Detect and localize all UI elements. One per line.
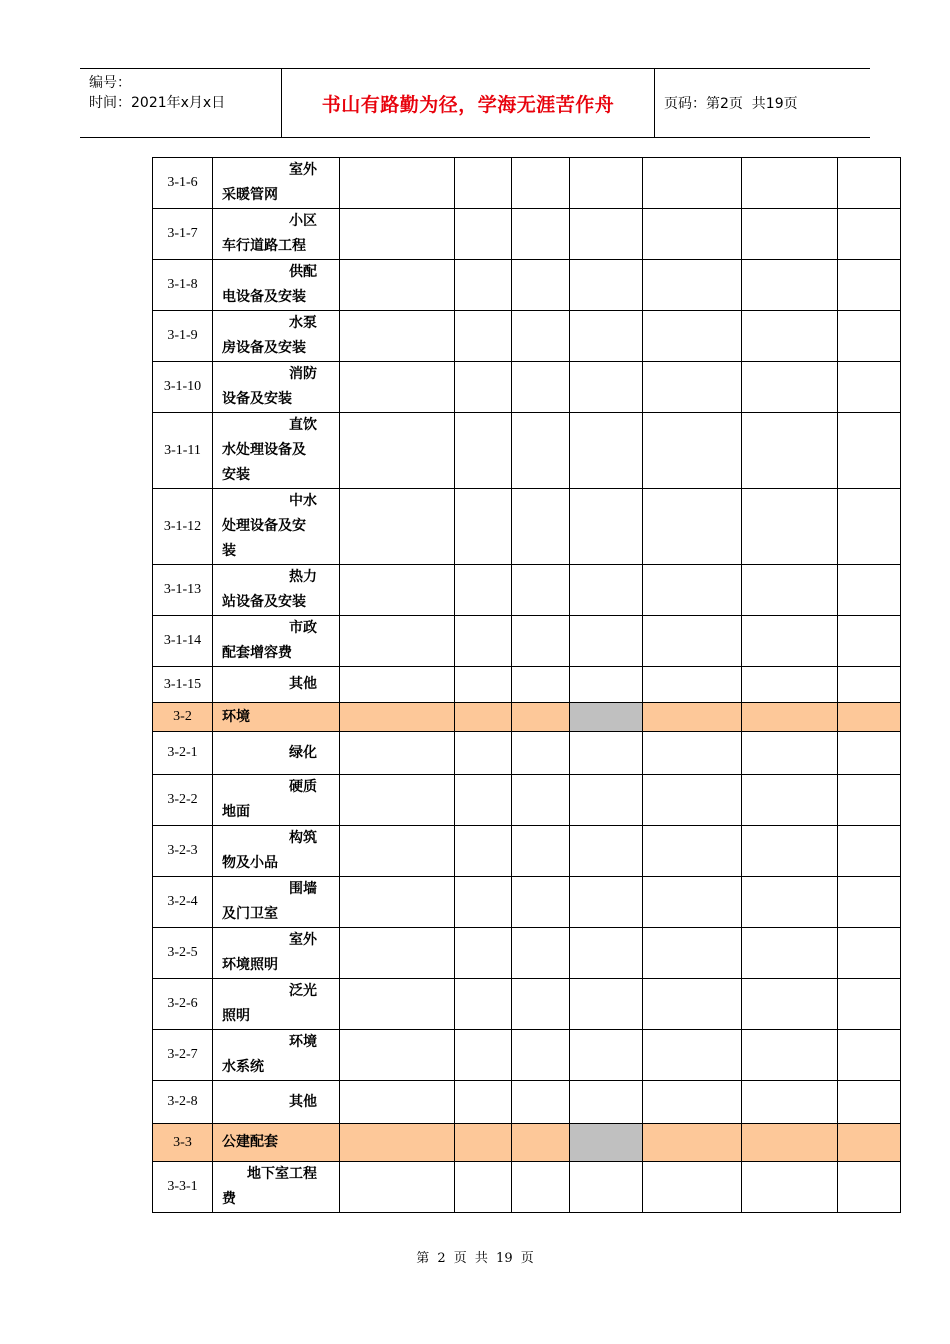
value-cell	[455, 775, 512, 826]
item-name	[213, 1030, 340, 1081]
value-cell	[838, 616, 901, 667]
item-code: 3-1-7	[153, 209, 213, 260]
table-row	[153, 667, 901, 703]
value-cell	[455, 1030, 512, 1081]
value-cell	[643, 928, 742, 979]
item-name-line: 采暖管网	[222, 187, 278, 203]
value-cell	[570, 158, 643, 209]
value-cell	[643, 732, 742, 775]
value-cell	[512, 1124, 570, 1162]
value-cell	[340, 413, 455, 489]
item-name-line: 照明	[222, 1008, 250, 1024]
item-name	[213, 158, 340, 209]
item-code: 3-3-1	[153, 1162, 213, 1213]
value-cell	[643, 413, 742, 489]
value-cell	[512, 565, 570, 616]
value-cell	[455, 703, 512, 732]
item-code: 3-1-11	[153, 413, 213, 489]
value-cell	[742, 703, 838, 732]
value-cell	[512, 979, 570, 1030]
page-header	[80, 68, 870, 138]
item-name-line: 泛光	[289, 983, 317, 999]
document-number-label: 编号：	[89, 75, 131, 91]
item-name	[213, 1081, 340, 1124]
value-cell	[340, 260, 455, 311]
value-cell	[512, 928, 570, 979]
value-cell	[570, 616, 643, 667]
item-name-line: 其他	[289, 1093, 317, 1110]
value-cell	[838, 703, 901, 732]
value-cell	[570, 877, 643, 928]
item-name	[213, 413, 340, 489]
value-cell	[643, 489, 742, 565]
value-cell	[570, 703, 643, 732]
value-cell	[570, 1030, 643, 1081]
value-cell	[742, 209, 838, 260]
value-cell	[570, 775, 643, 826]
value-cell	[340, 667, 455, 703]
value-cell	[838, 1081, 901, 1124]
value-cell	[455, 667, 512, 703]
value-cell	[340, 826, 455, 877]
value-cell	[838, 928, 901, 979]
value-cell	[455, 928, 512, 979]
section-title: 公建配套	[222, 1134, 278, 1150]
item-name	[213, 565, 340, 616]
value-cell	[570, 1124, 643, 1162]
item-name-line: 地面	[222, 804, 250, 820]
value-cell	[455, 616, 512, 667]
item-name-line: 围墙	[289, 881, 317, 897]
item-name-line: 房设备及安装	[222, 340, 306, 356]
header-meta	[89, 73, 225, 113]
value-cell	[742, 667, 838, 703]
value-cell	[455, 362, 512, 413]
value-cell	[742, 775, 838, 826]
value-cell	[643, 703, 742, 732]
value-cell	[838, 1030, 901, 1081]
item-name	[213, 489, 340, 565]
value-cell	[838, 1162, 901, 1213]
value-cell	[455, 979, 512, 1030]
value-cell	[742, 826, 838, 877]
item-name-line: 供配	[289, 264, 317, 280]
item-code: 3-2-6	[153, 979, 213, 1030]
table-row	[153, 489, 901, 565]
value-cell	[512, 732, 570, 775]
item-code: 3-2-5	[153, 928, 213, 979]
table-row	[153, 979, 901, 1030]
value-cell	[643, 311, 742, 362]
value-cell	[838, 775, 901, 826]
cost-table	[152, 157, 901, 1213]
value-cell	[742, 877, 838, 928]
item-code: 3-1-13	[153, 565, 213, 616]
section-title: 环境	[222, 708, 250, 725]
value-cell	[838, 1124, 901, 1162]
value-cell	[838, 158, 901, 209]
item-name-line: 设备及安装	[222, 391, 292, 407]
value-cell	[512, 1030, 570, 1081]
value-cell	[742, 158, 838, 209]
table-row	[153, 565, 901, 616]
item-name	[213, 703, 340, 732]
value-cell	[455, 158, 512, 209]
value-cell	[455, 1081, 512, 1124]
item-name-line: 热力	[289, 569, 317, 585]
table-row	[153, 877, 901, 928]
value-cell	[643, 158, 742, 209]
item-name-line: 物及小品	[222, 855, 278, 871]
item-name-line: 水处理设备及	[222, 442, 306, 458]
value-cell	[512, 826, 570, 877]
item-name-line: 直饮	[289, 417, 317, 433]
item-name-line: 消防	[289, 366, 317, 382]
value-cell	[742, 1030, 838, 1081]
item-name	[213, 260, 340, 311]
value-cell	[340, 979, 455, 1030]
item-name-line: 环境	[289, 1034, 317, 1050]
value-cell	[512, 158, 570, 209]
table-row	[153, 732, 901, 775]
item-code: 3-2-4	[153, 877, 213, 928]
value-cell	[838, 877, 901, 928]
value-cell	[455, 1162, 512, 1213]
value-cell	[512, 489, 570, 565]
item-name	[213, 928, 340, 979]
value-cell	[512, 209, 570, 260]
value-cell	[838, 362, 901, 413]
item-code: 3-2-7	[153, 1030, 213, 1081]
value-cell	[643, 667, 742, 703]
item-code: 3-1-12	[153, 489, 213, 565]
item-code: 3-1-9	[153, 311, 213, 362]
value-cell	[340, 158, 455, 209]
header-motto: 书山有路勤为径，学海无涯苦作舟	[321, 93, 615, 116]
value-cell	[570, 732, 643, 775]
item-name	[213, 826, 340, 877]
item-name-line: 室外	[289, 162, 317, 178]
value-cell	[838, 826, 901, 877]
value-cell	[570, 667, 643, 703]
header-divider	[654, 69, 655, 137]
item-name-line: 环境照明	[222, 957, 278, 973]
document-date: 时间：2021年x月x日	[89, 95, 226, 111]
table-row	[153, 209, 901, 260]
value-cell	[512, 616, 570, 667]
value-cell	[838, 413, 901, 489]
item-name-line: 费	[222, 1191, 236, 1207]
item-name-line: 车行道路工程	[222, 238, 306, 254]
value-cell	[643, 1124, 742, 1162]
value-cell	[570, 362, 643, 413]
item-name	[213, 616, 340, 667]
item-name-line: 市政	[289, 620, 317, 636]
item-name-line: 绿化	[289, 744, 317, 761]
value-cell	[455, 826, 512, 877]
table-row	[153, 311, 901, 362]
table-row	[153, 158, 901, 209]
value-cell	[570, 565, 643, 616]
value-cell	[570, 311, 643, 362]
table-row	[153, 1081, 901, 1124]
value-cell	[570, 489, 643, 565]
section-row	[153, 1124, 901, 1162]
value-cell	[643, 565, 742, 616]
value-cell	[570, 1081, 643, 1124]
value-cell	[455, 877, 512, 928]
value-cell	[643, 616, 742, 667]
value-cell	[742, 413, 838, 489]
value-cell	[455, 311, 512, 362]
value-cell	[570, 928, 643, 979]
item-name-line: 硬质	[289, 779, 317, 795]
value-cell	[838, 979, 901, 1030]
value-cell	[838, 209, 901, 260]
value-cell	[512, 667, 570, 703]
item-name-line: 构筑	[289, 830, 317, 846]
item-name	[213, 311, 340, 362]
item-name-line: 安装	[222, 467, 250, 483]
value-cell	[742, 732, 838, 775]
value-cell	[512, 362, 570, 413]
item-name-line: 中水	[289, 493, 317, 509]
value-cell	[340, 489, 455, 565]
item-name-line: 处理设备及安	[222, 518, 306, 534]
value-cell	[340, 1030, 455, 1081]
value-cell	[340, 928, 455, 979]
value-cell	[455, 565, 512, 616]
value-cell	[340, 616, 455, 667]
item-name	[213, 1162, 340, 1213]
table-row	[153, 1030, 901, 1081]
value-cell	[512, 260, 570, 311]
value-cell	[570, 1162, 643, 1213]
value-cell	[838, 667, 901, 703]
section-row	[153, 703, 901, 732]
value-cell	[512, 877, 570, 928]
value-cell	[570, 979, 643, 1030]
item-name	[213, 667, 340, 703]
value-cell	[742, 311, 838, 362]
value-cell	[512, 1081, 570, 1124]
value-cell	[340, 209, 455, 260]
value-cell	[643, 877, 742, 928]
item-name-line: 装	[222, 543, 236, 559]
item-name-line: 电设备及安装	[222, 289, 306, 305]
value-cell	[455, 489, 512, 565]
value-cell	[643, 1081, 742, 1124]
value-cell	[340, 1081, 455, 1124]
table-row	[153, 616, 901, 667]
value-cell	[340, 732, 455, 775]
value-cell	[340, 775, 455, 826]
item-name	[213, 775, 340, 826]
item-name-line: 及门卫室	[222, 906, 278, 922]
value-cell	[742, 1162, 838, 1213]
item-name-line: 地下室工程	[247, 1166, 317, 1182]
value-cell	[643, 260, 742, 311]
item-code: 3-1-15	[153, 667, 213, 703]
item-name-line: 室外	[289, 932, 317, 948]
item-name-line: 小区	[289, 213, 317, 229]
value-cell	[455, 413, 512, 489]
value-cell	[512, 775, 570, 826]
item-code: 3-3	[153, 1124, 213, 1162]
value-cell	[570, 413, 643, 489]
value-cell	[340, 703, 455, 732]
value-cell	[838, 489, 901, 565]
value-cell	[742, 1124, 838, 1162]
value-cell	[512, 413, 570, 489]
table-row	[153, 1162, 901, 1213]
value-cell	[742, 489, 838, 565]
value-cell	[512, 311, 570, 362]
value-cell	[643, 1030, 742, 1081]
item-name-line: 水系统	[222, 1059, 264, 1075]
value-cell	[643, 362, 742, 413]
value-cell	[838, 260, 901, 311]
value-cell	[643, 826, 742, 877]
value-cell	[570, 826, 643, 877]
value-cell	[340, 565, 455, 616]
item-code: 3-1-14	[153, 616, 213, 667]
item-name	[213, 877, 340, 928]
item-name	[213, 362, 340, 413]
item-name-line: 其他	[289, 676, 317, 692]
value-cell	[643, 209, 742, 260]
value-cell	[455, 1124, 512, 1162]
value-cell	[742, 565, 838, 616]
table-row	[153, 413, 901, 489]
value-cell	[512, 703, 570, 732]
page-footer: 第 2 页 共 19 页	[416, 1251, 534, 1266]
value-cell	[742, 979, 838, 1030]
value-cell	[643, 1162, 742, 1213]
value-cell	[340, 877, 455, 928]
table-row	[153, 260, 901, 311]
value-cell	[742, 616, 838, 667]
table-row	[153, 826, 901, 877]
item-code: 3-2-8	[153, 1081, 213, 1124]
value-cell	[340, 362, 455, 413]
value-cell	[742, 362, 838, 413]
table-row	[153, 928, 901, 979]
value-cell	[570, 209, 643, 260]
value-cell	[455, 260, 512, 311]
item-code: 3-2	[153, 703, 213, 732]
value-cell	[455, 209, 512, 260]
item-code: 3-1-10	[153, 362, 213, 413]
item-code: 3-2-2	[153, 775, 213, 826]
item-name	[213, 732, 340, 775]
item-code: 3-2-1	[153, 732, 213, 775]
table-row	[153, 362, 901, 413]
value-cell	[570, 260, 643, 311]
value-cell	[838, 565, 901, 616]
value-cell	[512, 1162, 570, 1213]
item-name	[213, 1124, 340, 1162]
value-cell	[742, 1081, 838, 1124]
item-name-line: 站设备及安装	[222, 594, 306, 610]
item-name	[213, 209, 340, 260]
value-cell	[340, 311, 455, 362]
value-cell	[340, 1162, 455, 1213]
value-cell	[455, 732, 512, 775]
value-cell	[643, 775, 742, 826]
header-page-info: 页码：第2页 共19页	[664, 96, 798, 112]
value-cell	[340, 1124, 455, 1162]
item-name-line: 配套增容费	[222, 645, 292, 661]
item-code: 3-1-8	[153, 260, 213, 311]
value-cell	[838, 732, 901, 775]
table-row	[153, 775, 901, 826]
item-code: 3-1-6	[153, 158, 213, 209]
item-code: 3-2-3	[153, 826, 213, 877]
item-name	[213, 979, 340, 1030]
value-cell	[742, 928, 838, 979]
value-cell	[838, 311, 901, 362]
item-name-line: 水泵	[289, 315, 317, 331]
value-cell	[742, 260, 838, 311]
value-cell	[643, 979, 742, 1030]
